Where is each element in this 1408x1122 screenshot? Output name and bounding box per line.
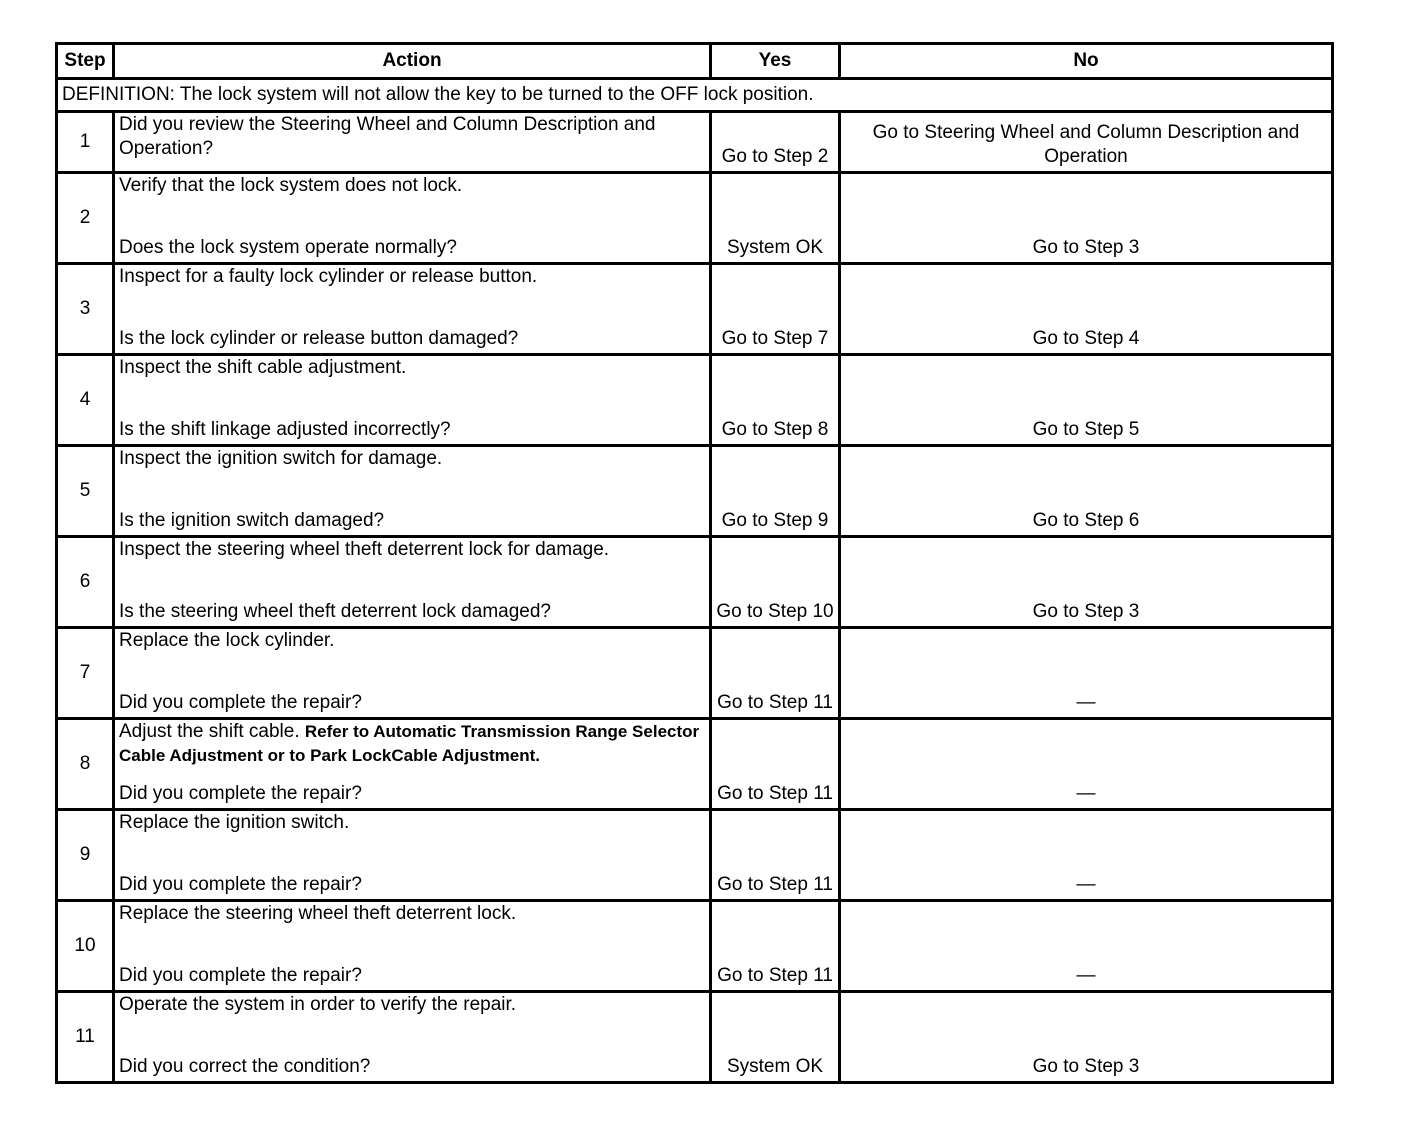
action-text: Inspect for a faulty lock cylinder or release button. [119,266,538,287]
yes-cell: Go to Step 11 [711,719,840,810]
table-row [57,112,1333,173]
action-main-text: Adjust the shift cable. [119,721,300,742]
table-row [57,992,1333,1083]
question-text: Is the shift linkage adjusted incorrectly? [119,419,451,440]
action-text: Replace the lock cylinder. [119,630,335,651]
table-row [57,355,1333,446]
action-text: Replace the steering wheel theft deterrent lock. [119,903,517,924]
no-cell: — [840,719,1333,810]
step-number: 4 [57,355,114,446]
action-cell [114,173,711,264]
no-cell: Go to Step 6 [840,446,1333,537]
no-cell: Go to Step 3 [840,537,1333,628]
no-cell: — [840,901,1333,992]
header-yes: Yes [711,44,840,79]
step-number: 8 [57,719,114,810]
table-row [57,901,1333,992]
table-row [57,264,1333,355]
question-text: Does the lock system operate normally? [119,237,457,258]
yes-cell: System OK [711,173,840,264]
no-cell: — [840,810,1333,901]
step-number: 5 [57,446,114,537]
question-text: Is the steering wheel theft deterrent lock damaged? [119,601,551,622]
question-text: Did you complete the repair? [119,965,362,986]
no-cell: Go to Steering Wheel and Column Description and Operation [840,112,1333,173]
step-number: 3 [57,264,114,355]
action-cell [114,992,711,1083]
action-text: Replace the ignition switch. [119,812,350,833]
header-step: Step [57,44,114,79]
no-cell: Go to Step 4 [840,264,1333,355]
action-cell [114,901,711,992]
action-text: Verify that the lock system does not lock. [119,175,463,196]
question-text: Did you complete the repair? [119,874,362,895]
no-cell: Go to Step 3 [840,992,1333,1083]
action-cell [114,112,711,173]
question-text: Is the lock cylinder or release button damaged? [119,328,519,349]
action-text: Inspect the shift cable adjustment. [119,357,407,378]
table-row [57,719,1333,810]
question-text: Did you complete the repair? [119,692,362,713]
definition-row [57,79,1333,112]
yes-cell: Go to Step 10 [711,537,840,628]
action-text: Did you review the Steering Wheel and Column Description and Operation? [119,114,656,159]
yes-cell: Go to Step 11 [711,628,840,719]
table-row [57,537,1333,628]
yes-cell: Go to Step 9 [711,446,840,537]
table-row [57,173,1333,264]
question-text: Did you correct the condition? [119,1056,371,1077]
action-cell [114,628,711,719]
yes-cell: Go to Step 11 [711,810,840,901]
question-text: Did you complete the repair? [119,783,362,804]
action-cell [114,446,711,537]
no-cell: — [840,628,1333,719]
step-number: 1 [57,112,114,173]
step-number: 7 [57,628,114,719]
action-text [119,720,705,768]
yes-cell: Go to Step 7 [711,264,840,355]
table-row [57,810,1333,901]
no-cell: Go to Step 3 [840,173,1333,264]
step-number: 10 [57,901,114,992]
header-no: No [840,44,1333,79]
step-number: 9 [57,810,114,901]
no-cell: Go to Step 5 [840,355,1333,446]
action-text: Operate the system in order to verify the repair. [119,994,517,1015]
yes-cell: System OK [711,992,840,1083]
action-cell [114,537,711,628]
header-action: Action [114,44,711,79]
table-row [57,446,1333,537]
yes-cell: Go to Step 8 [711,355,840,446]
definition-text: DEFINITION: The lock system will not allow the key to be turned to the OFF lock position. [57,79,1333,112]
question-text: Is the ignition switch damaged? [119,510,385,531]
action-cell [114,355,711,446]
action-cell [114,264,711,355]
step-number: 6 [57,537,114,628]
action-text: Inspect the steering wheel theft deterrent lock for damage. [119,539,610,560]
action-cell [114,810,711,901]
yes-cell: Go to Step 2 [711,112,840,173]
header-row [57,44,1333,79]
yes-cell: Go to Step 11 [711,901,840,992]
step-number: 2 [57,173,114,264]
action-reference-text: Refer to Automatic Transmission Range Selector Cable Adjustment or to Park LockCable Adjustment. [119,722,700,765]
table-row [57,628,1333,719]
action-text: Inspect the ignition switch for damage. [119,448,443,469]
step-number: 11 [57,992,114,1083]
diagnostic-table [55,42,1334,1084]
action-cell [114,719,711,810]
